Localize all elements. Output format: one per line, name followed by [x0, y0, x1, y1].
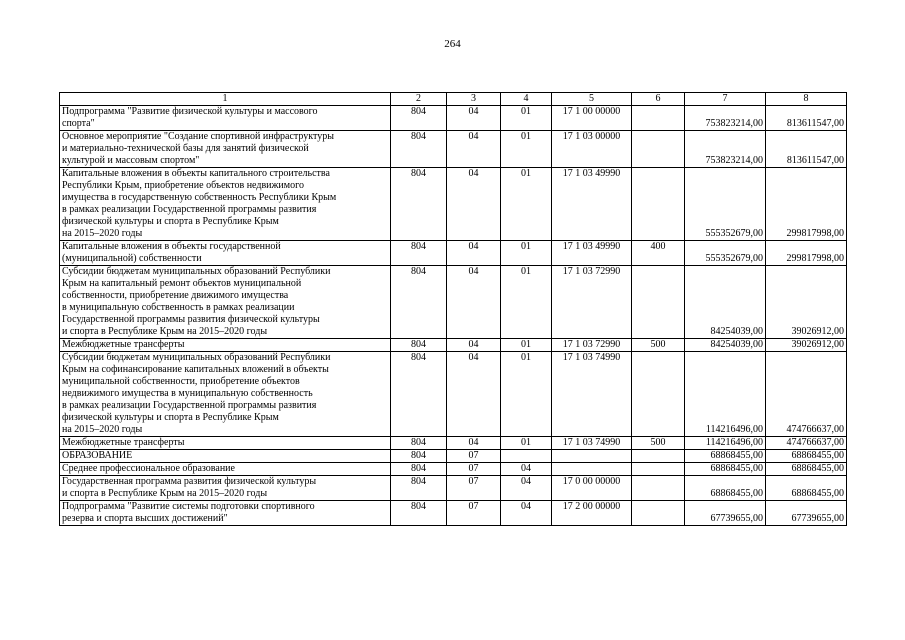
row-subsection-cell: 01: [501, 131, 552, 168]
row-name-text: Подпрограмма "Развитие системы подготовки спортивного резерва и спорта высших достижений": [62, 501, 315, 524]
row-target-article-cell: 17 1 00 00000: [552, 106, 632, 131]
row-name-cell: [60, 463, 391, 476]
row-name-text: Межбюджетные трансферты: [62, 437, 185, 448]
table-row: [60, 106, 847, 131]
row-section-cell: 04: [447, 106, 501, 131]
row-name-cell: [60, 339, 391, 352]
row-subsection-cell: 04: [501, 463, 552, 476]
row-name-cell: [60, 241, 391, 266]
row-amount-2019-cell: 753823214,00: [685, 106, 766, 131]
row-section-cell: 07: [447, 463, 501, 476]
row-expense-type-cell: 400: [632, 241, 685, 266]
row-expense-type-cell: [632, 450, 685, 463]
row-subsection-cell: 04: [501, 476, 552, 501]
header-cell: 2: [391, 93, 447, 106]
row-section-cell: 04: [447, 131, 501, 168]
row-amount-2020-cell: 39026912,00: [766, 266, 847, 339]
row-expense-type-cell: [632, 476, 685, 501]
row-amount-2020-cell: 474766637,00: [766, 352, 847, 437]
header-cell: 5: [552, 93, 632, 106]
row-section-cell: 07: [447, 476, 501, 501]
row-name-cell: [60, 450, 391, 463]
row-amount-2019-cell: 68868455,00: [685, 476, 766, 501]
row-amount-2020-cell: 299817998,00: [766, 241, 847, 266]
row-section-cell: 04: [447, 437, 501, 450]
row-name-text: ОБРАЗОВАНИЕ: [62, 450, 133, 461]
row-amount-2019-cell: 84254039,00: [685, 339, 766, 352]
row-subsection-cell: 01: [501, 106, 552, 131]
row-target-article-cell: 17 1 03 72990: [552, 266, 632, 339]
row-gr-code-cell: 804: [391, 501, 447, 526]
row-section-cell: 04: [447, 266, 501, 339]
header-cell: 4: [501, 93, 552, 106]
row-amount-2020-cell: 68868455,00: [766, 476, 847, 501]
row-section-cell: 04: [447, 241, 501, 266]
row-gr-code-cell: 804: [391, 131, 447, 168]
header-cell: 8: [766, 93, 847, 106]
row-target-article-cell: 17 1 03 72990: [552, 339, 632, 352]
table-row: [60, 339, 847, 352]
row-target-article-cell: 17 2 00 00000: [552, 501, 632, 526]
header-cell: 1: [60, 93, 391, 106]
row-gr-code-cell: 804: [391, 241, 447, 266]
table-header-row: [60, 93, 847, 106]
row-section-cell: 04: [447, 339, 501, 352]
row-target-article-cell: 17 0 00 00000: [552, 476, 632, 501]
row-name-cell: [60, 168, 391, 241]
row-name-text: Капитальные вложения в объекты государственной (муниципальной) собственности: [62, 241, 281, 264]
row-name-text: Субсидии бюджетам муниципальных образований Республики Крым на капитальный ремонт объектов муниципальной собственности, приобретение движимого имущества в муниципальную собственность в рамках реализации Государственной программы развития физической культуры и спорта в Республике Крым на 2015–2020 годы: [62, 266, 331, 337]
row-target-article-cell: [552, 463, 632, 476]
row-name-text: Межбюджетные трансферты: [62, 339, 185, 350]
row-gr-code-cell: 804: [391, 437, 447, 450]
row-amount-2020-cell: 68868455,00: [766, 463, 847, 476]
header-cell: 7: [685, 93, 766, 106]
budget-table: [59, 92, 847, 526]
row-subsection-cell: 04: [501, 501, 552, 526]
row-gr-code-cell: 804: [391, 463, 447, 476]
row-subsection-cell: 01: [501, 241, 552, 266]
table-row: [60, 437, 847, 450]
row-name-cell: [60, 266, 391, 339]
row-amount-2019-cell: 68868455,00: [685, 450, 766, 463]
table-row: [60, 168, 847, 241]
row-subsection-cell: 01: [501, 266, 552, 339]
row-name-cell: [60, 131, 391, 168]
row-amount-2020-cell: 67739655,00: [766, 501, 847, 526]
row-name-text: Капитальные вложения в объекты капитального строительства Республики Крым, приобретение объектов недвижимого имущества в государственную собственность Республики Крым в рамках реализации Государственной программы развития физической культуры и спорта в Республике Крым на 2015–2020 годы: [62, 168, 337, 239]
row-amount-2019-cell: 67739655,00: [685, 501, 766, 526]
row-amount-2020-cell: 474766637,00: [766, 437, 847, 450]
row-expense-type-cell: 500: [632, 339, 685, 352]
row-name-text: Среднее профессиональное образование: [62, 463, 235, 474]
row-name-cell: [60, 501, 391, 526]
row-amount-2019-cell: 555352679,00: [685, 241, 766, 266]
row-section-cell: 07: [447, 501, 501, 526]
row-subsection-cell: 01: [501, 168, 552, 241]
row-amount-2019-cell: 68868455,00: [685, 463, 766, 476]
row-target-article-cell: 17 1 03 74990: [552, 352, 632, 437]
row-section-cell: 07: [447, 450, 501, 463]
row-subsection-cell: [501, 450, 552, 463]
row-amount-2019-cell: 114216496,00: [685, 352, 766, 437]
row-expense-type-cell: [632, 266, 685, 339]
row-expense-type-cell: [632, 106, 685, 131]
row-name-text: Субсидии бюджетам муниципальных образований Республики Крым на софинансирование капитальных вложений в объекты муниципальной собственности, приобретение объектов недвижимого имущества в муниципальную собственность в рамках реализации Государственной программы развития физической культуры и спорта в Республике Крым на 2015–2020 годы: [62, 352, 331, 435]
row-amount-2020-cell: 813611547,00: [766, 131, 847, 168]
table-row: [60, 501, 847, 526]
row-expense-type-cell: [632, 501, 685, 526]
table-row: [60, 131, 847, 168]
row-target-article-cell: 17 1 03 74990: [552, 437, 632, 450]
row-amount-2019-cell: 753823214,00: [685, 131, 766, 168]
header-cell: 6: [632, 93, 685, 106]
row-name-text: Государственная программа развития физической культуры и спорта в Республике Крым на 2015–2020 годы: [62, 476, 317, 499]
row-expense-type-cell: [632, 168, 685, 241]
row-subsection-cell: 01: [501, 352, 552, 437]
row-name-cell: [60, 476, 391, 501]
table-row: [60, 463, 847, 476]
row-amount-2019-cell: 84254039,00: [685, 266, 766, 339]
row-amount-2020-cell: 68868455,00: [766, 450, 847, 463]
page-number: 264: [444, 38, 461, 50]
row-amount-2020-cell: 299817998,00: [766, 168, 847, 241]
table-row: [60, 476, 847, 501]
table-row: [60, 450, 847, 463]
row-gr-code-cell: 804: [391, 168, 447, 241]
row-expense-type-cell: [632, 463, 685, 476]
row-gr-code-cell: 804: [391, 106, 447, 131]
row-name-text: Основное мероприятие "Создание спортивной инфраструктуры и материально-технической базы для занятий физической культурой и массовым спортом": [62, 131, 334, 166]
header-cell: 3: [447, 93, 501, 106]
row-expense-type-cell: [632, 131, 685, 168]
row-subsection-cell: 01: [501, 339, 552, 352]
row-gr-code-cell: 804: [391, 339, 447, 352]
table-row: [60, 352, 847, 437]
row-name-cell: [60, 106, 391, 131]
table-row: [60, 266, 847, 339]
row-target-article-cell: [552, 450, 632, 463]
row-section-cell: 04: [447, 168, 501, 241]
row-amount-2019-cell: 555352679,00: [685, 168, 766, 241]
row-name-text: Подпрограмма "Развитие физической культуры и массового спорта": [62, 106, 318, 129]
row-name-cell: [60, 352, 391, 437]
row-amount-2020-cell: 813611547,00: [766, 106, 847, 131]
row-amount-2020-cell: 39026912,00: [766, 339, 847, 352]
row-gr-code-cell: 804: [391, 450, 447, 463]
row-section-cell: 04: [447, 352, 501, 437]
row-name-cell: [60, 437, 391, 450]
row-gr-code-cell: 804: [391, 352, 447, 437]
row-target-article-cell: 17 1 03 00000: [552, 131, 632, 168]
row-expense-type-cell: [632, 352, 685, 437]
row-target-article-cell: 17 1 03 49990: [552, 241, 632, 266]
row-subsection-cell: 01: [501, 437, 552, 450]
row-target-article-cell: 17 1 03 49990: [552, 168, 632, 241]
row-expense-type-cell: 500: [632, 437, 685, 450]
row-gr-code-cell: 804: [391, 266, 447, 339]
table-row: [60, 241, 847, 266]
row-amount-2019-cell: 114216496,00: [685, 437, 766, 450]
row-gr-code-cell: 804: [391, 476, 447, 501]
